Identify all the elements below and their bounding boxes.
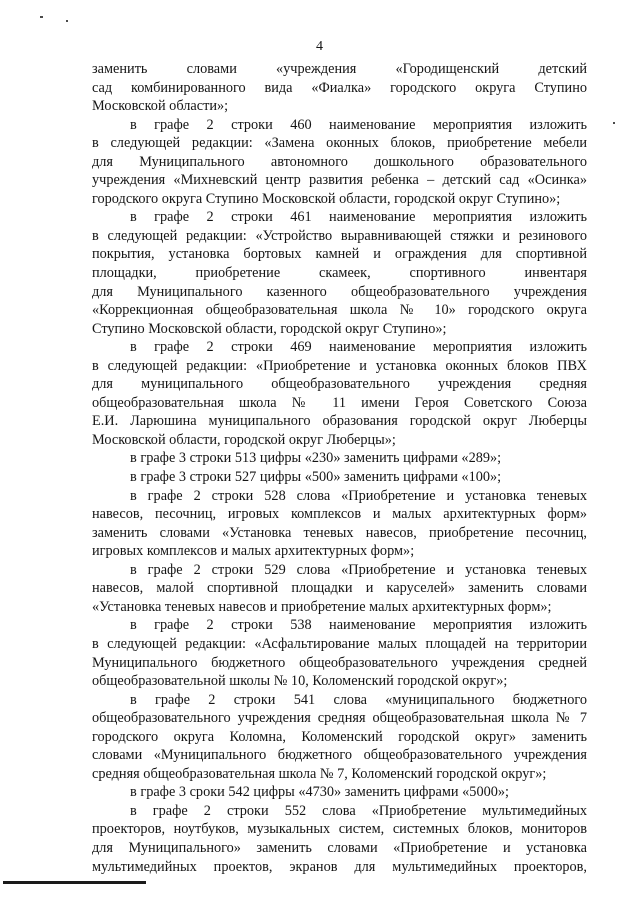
text-line: проекторов, ноутбуков, музыкальных систем, системных блоков, мониторов — [92, 821, 587, 838]
text-line: в графе 2 строки 541 слова «муниципального бюджетного — [130, 691, 587, 708]
text-line: Муниципального бюджетного общеобразовательного учреждения средней — [92, 654, 587, 671]
text-line: для Муниципального казенного общеобразовательного учреждения — [92, 283, 587, 300]
text-line: игровых комплексов и малых архитектурных форм»; — [92, 543, 415, 560]
text-line: общеобразовательного учреждения средняя общеобразовательная школа № 7 — [92, 710, 587, 727]
text-line: в графе 2 строки 529 слова «Приобретение и установка теневых — [130, 561, 587, 578]
scan-speck — [40, 16, 43, 18]
text-line: сад комбинированного вида «Фиалка» городского округа Ступино — [92, 79, 587, 96]
text-line: заменить словами «учреждения «Городищенский детский — [92, 61, 587, 77]
text-line: покрытия, установка бортовых камней и ограждения для спортивной — [92, 246, 587, 263]
text-line: заменить словами «Установка теневых навесов, приобретение песочниц, — [92, 524, 587, 541]
text-line: навесов, песочниц, игровых комплексов и малых архитектурных форм» — [92, 506, 587, 523]
text-line: навесов, малой спортивной площадки и каруселей» заменить словами — [92, 580, 587, 597]
text-line: в графе 2 строки 460 наименование мероприятия изложить — [130, 116, 587, 133]
text-line: «Установка теневых навесов и приобретение малых архитектурных форм»; — [92, 598, 552, 615]
text-line: Московской области, городской округ Люберцы»; — [92, 431, 396, 448]
text-line: площадки, приобретение скамеек, спортивного инвентаря — [92, 265, 587, 282]
text-line: «Коррекционная общеобразовательная школа № 10» городского округа — [92, 302, 587, 319]
text-line: Ступино Московской области, городской округ Ступино»; — [92, 320, 447, 337]
text-line: в графе 2 строки 469 наименование мероприятия изложить — [130, 339, 587, 356]
text-line: городского округа Коломна, Коломенский городской округ» заменить — [92, 728, 587, 745]
scan-speck — [66, 20, 68, 22]
text-line: средняя общеобразовательная школа № 7, Коломенский городской округ»; — [92, 765, 547, 782]
bottom-rule — [3, 881, 146, 884]
text-line: Е.И. Ларюшина муниципального образования городской округ Люберцы — [92, 413, 587, 430]
text-line: в графе 3 строки 513 цифры «230» заменить цифрами «289»; — [130, 450, 502, 467]
text-line: словами «Муниципального бюджетного общеобразовательного учреждения — [92, 747, 587, 764]
scan-speck — [613, 122, 615, 124]
text-line: общеобразовательной школы № 10, Коломенский городской округ»; — [92, 673, 508, 690]
text-line: в графе 2 строки 552 слова «Приобретение мультимедийных — [130, 802, 587, 819]
text-line: учреждения «Михневский центр развития ребенка – детский сад «Осинка» — [92, 172, 587, 189]
document-body — [92, 60, 587, 876]
text-line: в графе 3 строки 527 цифры «500» заменить цифрами «100»; — [130, 469, 502, 486]
text-line: в графе 3 сроки 542 цифры «4730» заменить цифрами «5000»; — [130, 784, 510, 801]
page-number: 4 — [316, 39, 323, 54]
text-line: в следующей редакции: «Замена оконных блоков, приобретение мебели — [92, 135, 587, 152]
text-line: Московской области»; — [92, 98, 229, 115]
text-line: в следующей редакции: «Устройство выравнивающей стяжки и резинового — [92, 227, 587, 244]
text-line: в следующей редакции: «Асфальтирование малых площадей на территории — [92, 635, 587, 652]
text-line: в следующей редакции: «Приобретение и установка оконных блоков ПВХ — [92, 357, 587, 374]
text-line: в графе 2 строки 528 слова «Приобретение и установка теневых — [130, 487, 587, 504]
text-line: мультимедийных проектов, экранов для мультимедийных проекторов, — [92, 858, 587, 875]
text-line: городского округа Ступино Московской области, городской округ Ступино»; — [92, 190, 561, 207]
text-line: в графе 2 строки 538 наименование мероприятия изложить — [130, 617, 587, 634]
text-line: для Муниципального» заменить словами «Приобретение и установка — [92, 839, 587, 856]
text-line: для Муниципального автономного дошкольного образовательного — [92, 153, 587, 170]
text-line: в графе 2 строки 461 наименование мероприятия изложить — [130, 209, 587, 226]
text-line: общеобразовательная школа № 11 имени Героя Советского Союза — [92, 394, 587, 411]
text-line: для муниципального общеобразовательного учреждения средняя — [92, 376, 587, 393]
